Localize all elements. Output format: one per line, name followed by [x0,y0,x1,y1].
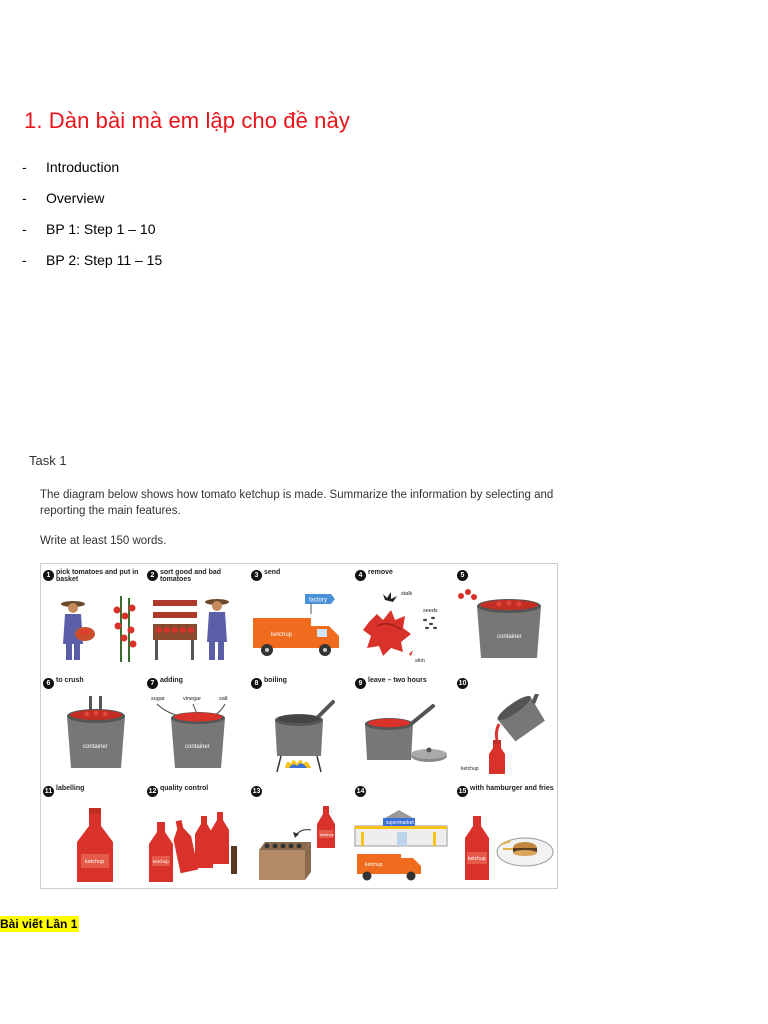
step-number: 13 [252,788,261,795]
step-label: sort good and bad tomatoes [160,569,222,583]
container-tag: container [497,634,522,640]
vinegar-tag: vinegar [183,696,202,702]
step-label: quality control [160,785,209,792]
bottle-ketchup-tag: ketchup [468,856,486,862]
step-9 [353,672,454,778]
step-number: 7 [147,678,158,689]
step-15 [455,780,556,886]
task-title: Task 1 [29,453,67,468]
step-label: leave – two hours [368,677,427,684]
step-number: 5 [457,570,468,581]
supermarket-icon [353,802,454,884]
supermarket-tag: supermarket [386,820,414,826]
step-label: remove [368,569,393,576]
step-label: labelling [56,785,85,792]
truck-ketchup-tag: ketchup [365,862,383,868]
step-14 [353,780,454,886]
step-6 [41,672,142,778]
truck-icon [249,586,350,668]
outline-text: Introduction [46,159,120,175]
step-2 [145,564,246,670]
draft-badge: Bài viết Lần 1 [0,917,78,931]
container-icon [455,586,556,668]
step-number: 9 [355,678,366,689]
bottle-ketchup-tag: ketchup [153,859,169,864]
pot-lid-icon [353,694,454,776]
bottle-ketchup-tag: ketchup [320,832,335,837]
step-8 [249,672,350,778]
step-number: 11 [44,788,53,795]
task-word-count: Write at least 150 words. [40,535,167,547]
step-7 [145,672,246,778]
bottle-ketchup-tag: ketchup [85,859,105,865]
step-label: adding [160,677,183,684]
outline-dash: - [22,159,27,175]
seeds-tag: seeds [423,608,438,614]
box-icon [249,802,350,884]
step-10 [455,672,556,778]
step-number: 1 [43,570,54,581]
step-label: send [264,569,281,576]
bottles-icon [145,802,246,884]
step-label: boiling [264,677,287,684]
outline-text: BP 2: Step 11 – 15 [46,252,163,268]
container-tag: container [185,744,210,750]
step-11 [41,780,142,886]
ketchup-process-diagram [40,563,558,889]
step-4 [353,564,454,670]
pour-bottle-icon [455,694,556,776]
step-number: 6 [43,678,54,689]
truck-ketchup-tag: ketchup [271,632,293,638]
container-tag: container [83,744,108,750]
step-number: 3 [251,570,262,581]
step-label: pick tomatoes and put in basket [56,569,139,583]
outline-dash: - [22,221,27,237]
factory-tag: factory [309,597,328,604]
step-1 [41,564,142,670]
section-heading: 1. Dàn bài mà em lập cho đề này [24,108,350,133]
step-5 [455,564,556,670]
stalk-tag: stalk [401,591,413,597]
container-adding-icon [145,694,246,776]
task-prompt: The diagram below shows how tomato ketchup is made. Summarize the information by selecting and reporting the main features. [40,489,554,517]
sugar-tag: sugar [151,696,165,702]
crusher-icon [41,694,142,776]
salt-tag: salt [219,696,228,702]
bottle-ketchup-tag: ketchup [461,766,479,772]
outline-dash: - [22,190,27,206]
outline-dash: - [22,252,27,268]
outline-text: Overview [46,190,105,206]
outline-text: BP 1: Step 1 – 10 [46,221,156,237]
step-number: 15 [458,788,467,795]
farmer-sorting-icon [145,586,246,668]
step-number: 4 [355,570,366,581]
step-number: 2 [147,570,158,581]
tomato-peel-icon [353,586,454,668]
step-number: 10 [458,680,467,687]
step-number: 12 [148,788,157,795]
step-label: to crush [56,677,84,684]
step-number: 14 [356,788,365,795]
step-13 [249,780,350,886]
skin-tag: skin [415,658,425,664]
step-12 [145,780,246,886]
burger-plate-icon [455,802,556,884]
bottle-icon [41,802,142,884]
pot-fire-icon [249,694,350,776]
step-number: 8 [251,678,262,689]
farmer-picking-icon [41,586,142,668]
step-3 [249,564,350,670]
step-label: with hamburger and fries [470,785,554,792]
